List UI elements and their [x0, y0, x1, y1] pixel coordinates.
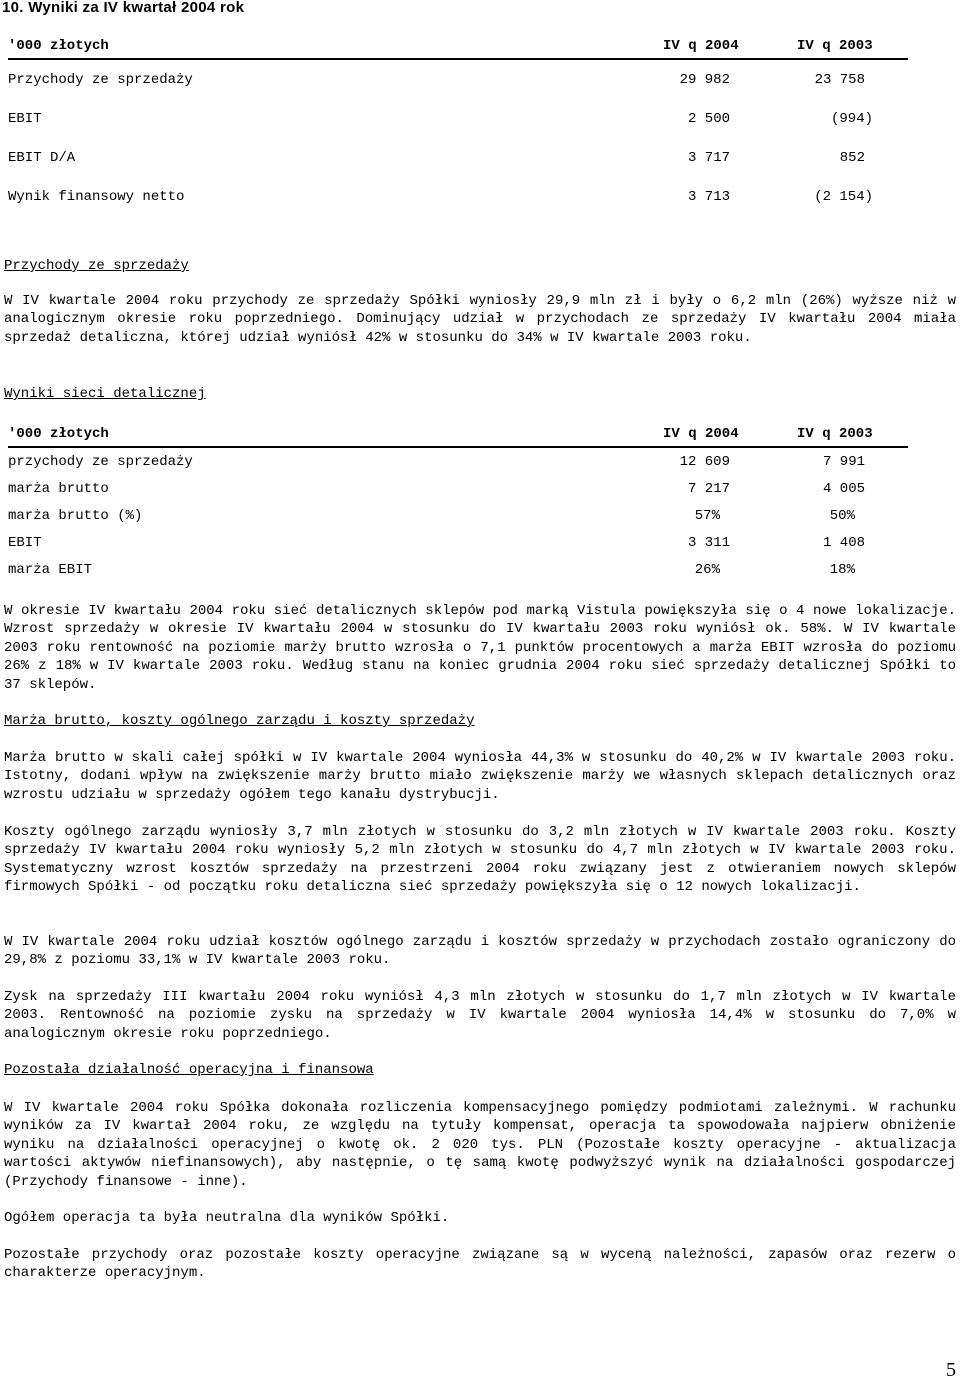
value-q2004: 3 717	[687, 150, 730, 166]
row-label: przychody ze sprzedaży	[8, 454, 193, 470]
subheading-other-operations: Pozostała działalność operacyjna i finansowa	[4, 1062, 374, 1078]
value-q2003: (2 154)	[814, 189, 873, 205]
subheading-gross-margin-costs: Marża brutto, koszty ogólnego zarządu i koszty sprzedaży	[4, 713, 475, 729]
table-header	[8, 38, 908, 60]
section-title: 10. Wyniki za IV kwartał 2004 rok	[2, 0, 245, 16]
row-label: EBIT D/A	[8, 150, 76, 166]
page-number: 5	[946, 1359, 956, 1381]
row-label: marża brutto (%)	[8, 508, 143, 524]
value-q2004: 12 609	[679, 454, 730, 470]
paragraph-revenue: W IV kwartale 2004 roku przychody ze sprzedaży Spółki wyniosły 29,9 mln zł i były o 6,2 mln (26%) wyższe niż w analogicznym okresie roku poprzedniego. Dominujący udział w przychodach ze sprzedaży IV kwartału 2004 miała sprzedaż detaliczna, której udział wyniósł 42% w stosunku do 34% w IV kwartale 2003 roku.	[4, 293, 956, 346]
header-q2004: IV q 2004	[663, 426, 739, 442]
value-q2003: 50%	[829, 508, 855, 524]
value-q2003: 4 005	[822, 481, 865, 497]
value-q2004: 57%	[694, 508, 720, 524]
paragraph-costs: Koszty ogólnego zarządu wyniosły 3,7 mln złotych w stosunku do 3,2 mln złotych w IV kwartale 2003 roku. Koszty sprzedaży IV kwartału 2004 roku wyniosły 5,2 mln złotych w stosunku do 4,7 mln złotych w IV kwartale 2003 roku. Systematyczny wzrost kosztów sprzedaży na przestrzeni 2004 roku związany jest z otwieraniem nowych sklepów firmowych Spółki - od początku roku detaliczna sieć sprzedaży powiększyła się o 12 nowych lokalizacji.	[4, 824, 956, 896]
value-q2003: 23 758	[814, 72, 865, 88]
paragraph-cost-share: W IV kwartale 2004 roku udział kosztów ogólnego zarządu i kosztów sprzedaży w przychodach zostało ograniczony do 29,8% z poziomu 33,1% w IV kwartale 2003 roku.	[4, 934, 956, 969]
subheading-revenue: Przychody ze sprzedaży	[4, 258, 189, 274]
value-q2003: 852	[839, 150, 865, 166]
value-q2003: 1 408	[822, 535, 865, 551]
value-q2004: 26%	[694, 562, 720, 578]
paragraph-compensation: W IV kwartale 2004 roku Spółka dokonała rozliczenia kompensacyjnego pomiędzy podmiotami zależnymi. W rachunku wyników za IV kwartał 2004 roku, ze względu na tytuły kompensat, operacja ta spowodowała najpierw obniżenie wyniku na działalności operacyjnej o kwotę ok. 2 020 tys. PLN (Pozostałe koszty operacyjne - aktualizacja wartości aktywów niefinansowych), aby następnie, o tę samą kwotę podwyższyć wynik na działalności gospodarczej (Przychody finansowe - inne).	[4, 1100, 956, 1190]
row-label: Wynik finansowy netto	[8, 189, 185, 205]
value-q2004: 3 713	[687, 189, 730, 205]
table-header	[8, 426, 908, 448]
value-q2003: (994)	[830, 111, 873, 127]
header-rule	[8, 446, 908, 448]
value-q2004: 3 311	[687, 535, 730, 551]
row-label: Przychody ze sprzedaży	[8, 72, 193, 88]
row-label: EBIT	[8, 111, 42, 127]
header-units: '000 złotych	[8, 38, 109, 54]
header-q2004: IV q 2004	[663, 38, 739, 54]
value-q2003: 7 991	[822, 454, 865, 470]
value-q2003: 18%	[829, 562, 855, 578]
financial-results-table	[8, 38, 908, 205]
subheading-retail-results: Wyniki sieci detalicznej	[4, 386, 206, 402]
row-label: EBIT	[8, 535, 42, 551]
row-label: marża EBIT	[8, 562, 93, 578]
retail-results-table	[8, 426, 908, 578]
header-rule	[8, 58, 908, 60]
header-q2003: IV q 2003	[797, 426, 873, 442]
paragraph-sales-profit: Zysk na sprzedaży III kwartału 2004 roku wyniósł 4,3 mln złotych w stosunku do 1,7 mln złotych w IV kwartale 2003. Rentowność na poziomie zysku na sprzedaży w IV kwartale 2004 wyniosła 14,4% w stosunku do 7,0% w analogicznym okresie roku poprzedniego.	[4, 989, 956, 1042]
value-q2004: 29 982	[679, 72, 730, 88]
value-q2004: 2 500	[687, 111, 730, 127]
value-q2004: 7 217	[687, 481, 730, 497]
paragraph-gross-margin: Marża brutto w skali całej spółki w IV kwartale 2004 wyniosła 44,3% w stosunku do 40,2% w IV kwartale 2003 roku. Istotny, dodani wpływ na zwiększenie marży brutto miało zwiększenie marży we własnych sklepach detalicznych oraz wzrostu udziału w sprzedaży ogółem tego kanału dystrybucji.	[4, 750, 956, 803]
row-label: marża brutto	[8, 481, 109, 497]
header-q2003: IV q 2003	[797, 38, 873, 54]
paragraph-other-income: Pozostałe przychody oraz pozostałe koszty operacyjne związane są w wyceną należności, zapasów oraz rezerw o charakterze operacyjnym.	[4, 1247, 956, 1282]
paragraph-neutral: Ogółem operacja ta była neutralna dla wyników Spółki.	[4, 1210, 450, 1226]
paragraph-retail-network: W okresie IV kwartału 2004 roku sieć detalicznych sklepów pod marką Vistula powiększyła się o 4 nowe lokalizacje. Wzrost sprzedaży w okresie IV kwartału 2004 w stosunku do IV kwartału 2003 roku wyniósł ok. 58%. W IV kwartale 2003 roku rentowność na poziomie marży brutto wzrosła o 7,1 punktów procentowych a marża EBIT wzrosła do poziomu 26% z 18% w IV kwartale 2003 roku. Według stanu na koniec grudnia 2004 roku sieć sprzedaży detalicznej Spółki to 37 sklepów.	[4, 603, 956, 693]
header-units: '000 złotych	[8, 426, 109, 442]
